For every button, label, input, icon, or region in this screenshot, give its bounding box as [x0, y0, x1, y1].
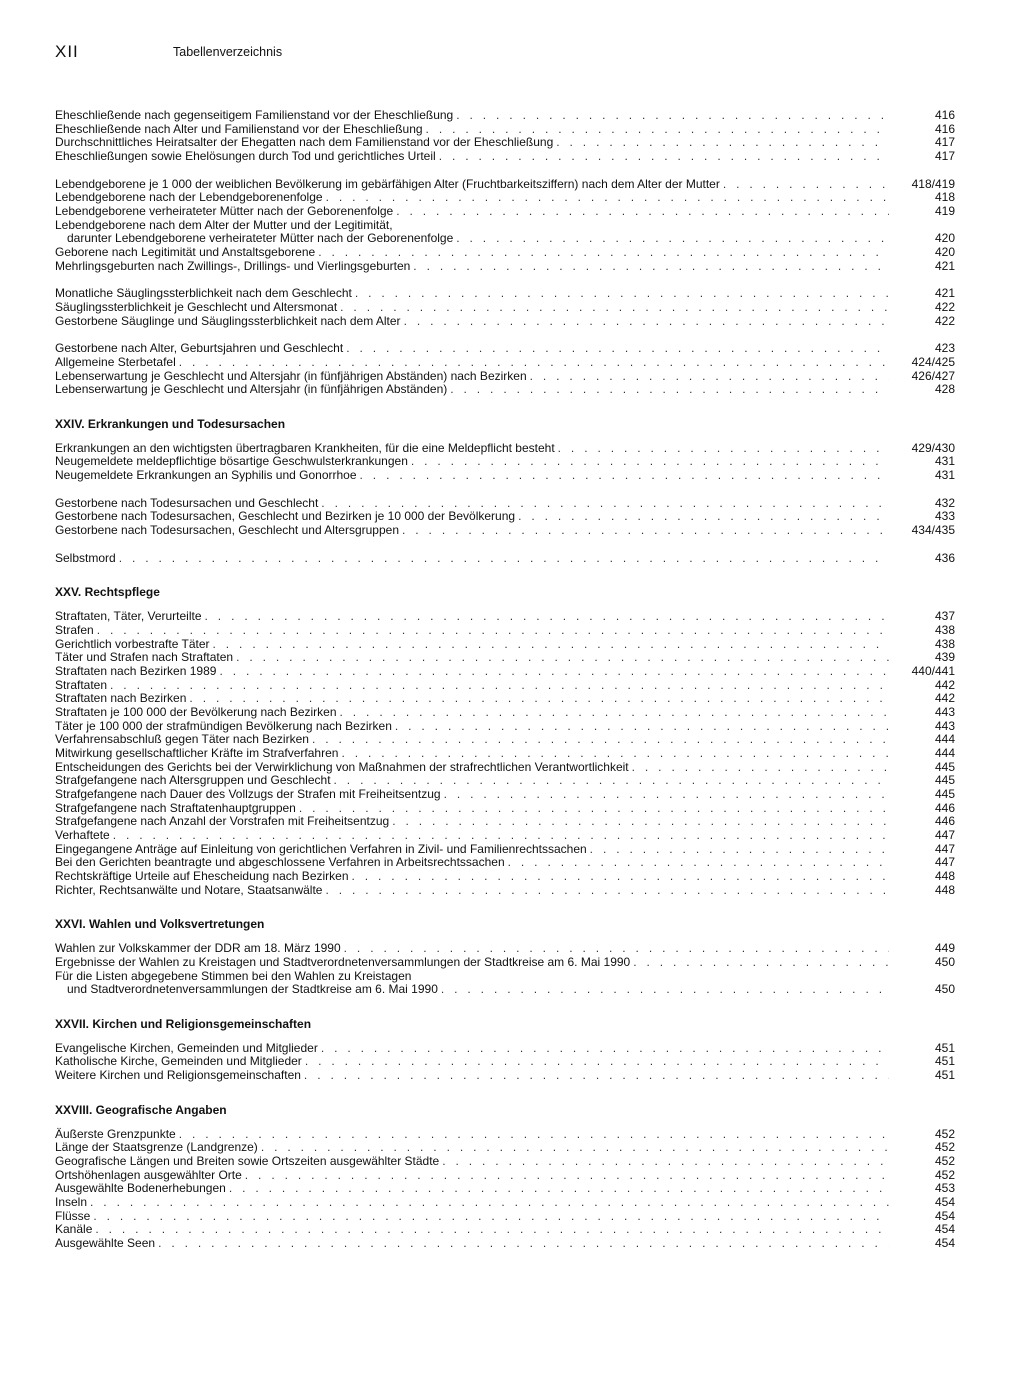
dot-leader — [90, 1196, 889, 1210]
entry-page-number: 442 — [934, 677, 955, 692]
entry-label: Täter je 100 000 der strafmündigen Bevölkerung nach Bezirken — [55, 718, 392, 733]
entry-page-number: 429/430 — [911, 440, 955, 455]
entry-label: Eheschließungen sowie Ehelösungen durch Tod und gerichtliches Urteil — [55, 148, 436, 163]
toc-entry — [55, 665, 955, 679]
entry-page-number: 438 — [934, 623, 955, 638]
toc-entry — [55, 442, 955, 456]
entry-label: Richter, Rechtsanwälte und Notare, Staatsanwälte — [55, 882, 323, 897]
entry-page-number: 422 — [934, 299, 955, 314]
dot-leader — [110, 679, 889, 693]
dot-leader — [334, 774, 889, 788]
entry-page-number: 420 — [934, 231, 955, 246]
entry-label: Eheschließende nach Alter und Familienstand vor der Eheschließung — [55, 121, 423, 136]
dot-leader — [326, 191, 889, 205]
toc-entry — [55, 205, 955, 219]
dot-leader — [556, 136, 889, 150]
entry-label: Täter und Strafen nach Straftaten — [55, 650, 234, 665]
toc-group — [55, 178, 955, 274]
entry-label: Geborene nach Legitimität und Anstaltsgeborene — [55, 244, 316, 259]
toc-entry — [55, 260, 955, 274]
entry-page-number: 449 — [934, 941, 955, 956]
toc-entry — [55, 287, 955, 301]
entry-label: Straftaten nach Bezirken — [55, 691, 187, 706]
toc-entry — [55, 1069, 955, 1083]
entry-page-number: 447 — [934, 827, 955, 842]
entry-page-number: 448 — [934, 882, 955, 897]
entry-label: Neugemeldete Erkrankungen an Syphilis und Gonorrhoe — [55, 468, 357, 483]
toc-entry — [55, 219, 955, 233]
toc-group — [55, 416, 955, 483]
section-title: XXVI. Wahlen und Volksvertretungen — [55, 917, 265, 932]
toc-entry — [55, 720, 955, 734]
entry-page-number: 454 — [934, 1222, 955, 1237]
entry-page-number: 452 — [934, 1140, 955, 1155]
entry-page-number: 436 — [934, 550, 955, 565]
toc-entry — [55, 856, 955, 870]
toc-group — [55, 287, 955, 328]
entry-label: Ergebnisse der Wahlen zu Kreistagen und Stadtverordnetenversammlungen der Stadtkreise am 6. Mai 1990 — [55, 954, 631, 969]
entry-label: Verhaftete — [55, 827, 110, 842]
entry-page-number: 432 — [934, 495, 955, 510]
toc-entry — [55, 1169, 955, 1183]
dot-leader — [113, 829, 889, 843]
toc-entry — [55, 552, 955, 566]
toc-entry — [55, 1237, 955, 1251]
entry-page-number: 445 — [934, 786, 955, 801]
entry-label: Strafgefangene nach Altersgruppen und Geschlecht — [55, 773, 331, 788]
entry-label: Allgemeine Sterbetafel — [55, 354, 176, 369]
toc-entry — [55, 1055, 955, 1069]
toc-entry — [55, 315, 955, 329]
toc-entry — [55, 761, 955, 775]
entry-page-number: 443 — [934, 705, 955, 719]
entry-page-number: 448 — [934, 868, 955, 883]
entry-label: Monatliche Säuglingssterblichkeit nach dem Geschlecht — [55, 286, 352, 301]
entry-label: Ausgewählte Bodenerhebungen — [55, 1181, 226, 1196]
entry-page-number: 444 — [934, 745, 955, 760]
dot-leader — [312, 733, 889, 747]
toc-entry — [55, 679, 955, 693]
toc-entry — [55, 802, 955, 816]
entry-page-number: 416 — [934, 108, 955, 122]
entry-label: Straftaten je 100 000 der Bevölkerung nach Bezirken — [55, 705, 337, 719]
dot-leader — [633, 956, 889, 970]
entry-page-number: 419 — [934, 203, 955, 218]
entry-label: Gestorbene Säuglinge und Säuglingssterblichkeit nach dem Alter — [55, 313, 401, 328]
dot-leader — [245, 1169, 889, 1183]
section-title: XXIV. Erkrankungen und Todesursachen — [55, 416, 286, 431]
entry-page-number: 451 — [934, 1040, 955, 1055]
entry-page-number: 418/419 — [911, 176, 955, 191]
entry-label: Straftaten, Täter, Verurteilte — [55, 609, 202, 624]
dot-leader — [299, 802, 889, 816]
entry-page-number: 452 — [934, 1154, 955, 1169]
dot-leader — [530, 370, 889, 384]
entry-page-number: 438 — [934, 636, 955, 651]
entry-label: Eingegangene Anträge auf Einleitung von gerichtlichen Verfahren in Zivil- und Familienrechtssachen — [55, 841, 587, 856]
entry-page-number: 422 — [934, 313, 955, 328]
toc-entry — [55, 150, 955, 164]
entry-label: Entscheidungen des Gerichts bei der Verwirklichung von Maßnahmen der strafrechtlichen Verantwortlichkeit — [55, 759, 629, 774]
entry-page-number: 421 — [934, 286, 955, 301]
dot-leader — [404, 315, 889, 329]
dot-leader — [395, 720, 889, 734]
entry-label: Säuglingssterblichkeit je Geschlecht und Altersmonat — [55, 299, 338, 314]
toc-entry — [55, 342, 955, 356]
entry-page-number: 450 — [934, 954, 955, 969]
entry-page-number: 447 — [934, 855, 955, 870]
entry-label: Kanäle — [55, 1222, 93, 1237]
entry-page-number: 426/427 — [911, 368, 955, 383]
toc-entry — [55, 370, 955, 384]
dot-leader — [346, 342, 889, 356]
toc-entry — [55, 136, 955, 150]
entry-page-number: 423 — [934, 341, 955, 356]
toc-entry — [55, 1042, 955, 1056]
toc-entry — [55, 774, 955, 788]
toc-group — [55, 497, 955, 538]
dot-leader — [456, 109, 889, 123]
dot-leader — [392, 815, 889, 829]
entry-label: Rechtskräftige Urteile auf Ehescheidung nach Bezirken — [55, 868, 349, 883]
dot-leader — [189, 692, 889, 706]
entry-page-number: 444 — [934, 732, 955, 747]
entry-page-number: 431 — [934, 468, 955, 483]
dot-leader — [158, 1237, 889, 1251]
entry-page-number: 443 — [934, 718, 955, 733]
entry-label: Neugemeldete meldepflichtige bösartige Geschwulsterkrankungen — [55, 454, 408, 469]
dot-leader — [456, 232, 889, 246]
toc-entry — [55, 843, 955, 857]
dot-leader — [518, 510, 889, 524]
dot-leader — [93, 1210, 889, 1224]
toc-group — [55, 342, 955, 397]
toc-entry — [55, 942, 955, 956]
toc-entry — [55, 692, 955, 706]
dot-leader — [321, 1042, 889, 1056]
entry-page-number: 440/441 — [911, 664, 955, 679]
entry-label: Lebenserwartung je Geschlecht und Altersjahr (in fünfjährigen Abständen) — [55, 382, 448, 397]
dot-leader — [340, 301, 889, 315]
entry-page-number: 445 — [934, 759, 955, 774]
entry-page-number: 451 — [934, 1054, 955, 1069]
toc-entry — [55, 1182, 955, 1196]
toc-entry — [55, 469, 955, 483]
dot-leader — [352, 870, 890, 884]
entry-page-number: 454 — [934, 1208, 955, 1223]
dot-leader — [179, 356, 889, 370]
entry-label: Durchschnittliches Heiratsalter der Ehegatten nach dem Familienstand vor der Eheschließung — [55, 135, 554, 150]
entry-page-number: 424/425 — [911, 354, 955, 369]
dot-leader — [321, 497, 889, 511]
toc-entry — [55, 870, 955, 884]
entry-label: Mitwirkung gesellschaftlicher Kräfte im Strafverfahren — [55, 745, 339, 760]
entry-label: Gestorbene nach Todesursachen und Geschlecht — [55, 495, 319, 510]
toc-entry — [55, 651, 955, 665]
toc-entry — [55, 747, 955, 761]
dot-leader — [97, 624, 889, 638]
entry-label: Lebendgeborene verheirateter Mütter nach der Geborenenfolge — [55, 203, 394, 218]
toc-entry — [55, 497, 955, 511]
entry-page-number: 452 — [934, 1167, 955, 1182]
dot-leader — [344, 942, 889, 956]
table-of-contents — [55, 109, 955, 1251]
entry-label: Ausgewählte Seen — [55, 1236, 156, 1251]
entry-label: Lebendgeborene nach dem Alter der Mutter und der Legitimität, — [55, 217, 393, 232]
toc-entry — [55, 1141, 955, 1155]
dot-leader — [355, 287, 889, 301]
dot-leader — [119, 552, 889, 566]
page-title: Tabellenverzeichnis — [173, 45, 283, 59]
dot-leader — [325, 884, 889, 898]
entry-label: Katholische Kirche, Gemeinden und Mitglieder — [55, 1054, 302, 1069]
section-title: XXV. Rechtspflege — [55, 585, 160, 600]
entry-page-number: 418 — [934, 190, 955, 205]
toc-entry — [55, 383, 955, 397]
dot-leader — [213, 638, 889, 652]
dot-leader — [558, 442, 889, 456]
toc-entry — [55, 510, 955, 524]
dot-leader — [411, 455, 889, 469]
dot-leader — [439, 150, 889, 164]
entry-label: Strafgefangene nach Straftatenhauptgruppen — [55, 800, 296, 815]
dot-leader — [340, 706, 889, 720]
toc-group — [55, 1102, 955, 1251]
toc-entry — [55, 638, 955, 652]
toc-entry — [55, 733, 955, 747]
entry-page-number: 445 — [934, 773, 955, 788]
dot-leader — [632, 761, 889, 775]
entry-label: Lebendgeborene je 1 000 der weiblichen Bevölkerung im gebärfähigen Alter (Fruchtbarkeitsziffern) nach dem Alter der Mutter — [55, 176, 720, 191]
dot-leader — [360, 469, 889, 483]
toc-entry — [55, 983, 955, 997]
dot-leader — [305, 1055, 889, 1069]
entry-label: Strafen — [55, 623, 94, 638]
entry-label: Äußerste Grenzpunkte — [55, 1126, 176, 1141]
entry-page-number: 433 — [934, 509, 955, 524]
entry-page-number: 453 — [934, 1181, 955, 1196]
entry-page-number: 450 — [934, 982, 955, 997]
toc-entry — [55, 956, 955, 970]
toc-entry — [55, 706, 955, 720]
toc-entry — [55, 610, 955, 624]
dot-leader — [442, 1155, 889, 1169]
dot-leader — [179, 1128, 889, 1142]
entry-page-number: 437 — [934, 609, 955, 624]
entry-label: Lebenserwartung je Geschlecht und Altersjahr (in fünfjährigen Abständen) nach Bezirken — [55, 368, 527, 383]
dot-leader — [444, 788, 889, 802]
toc-group — [55, 916, 955, 997]
entry-label: Strafgefangene nach Dauer des Vollzugs der Strafen mit Freiheitsentzug — [55, 786, 441, 801]
entry-label: Erkrankungen an den wichtigsten übertragbaren Krankheiten, für die eine Meldepflicht besteht — [55, 440, 555, 455]
entry-label: Mehrlingsgeburten nach Zwillings-, Drillings- und Vierlingsgeburten — [55, 258, 411, 273]
toc-entry — [55, 232, 955, 246]
entry-page-number: 439 — [934, 650, 955, 665]
entry-label: Evangelische Kirchen, Gemeinden und Mitglieder — [55, 1040, 318, 1055]
toc-entry — [55, 1196, 955, 1210]
entry-page-number: 417 — [934, 148, 955, 163]
entry-label: Für die Listen abgegebene Stimmen bei den Wahlen zu Kreistagen — [55, 968, 412, 983]
dot-leader — [261, 1141, 889, 1155]
dot-leader — [723, 178, 889, 192]
entry-page-number: 446 — [934, 814, 955, 829]
entry-page-number: 420 — [934, 244, 955, 259]
section-title: XXVII. Kirchen und Religionsgemeinschaften — [55, 1016, 312, 1031]
dot-leader — [413, 260, 889, 274]
entry-label: und Stadtverordnetenversammlungen der Stadtkreise am 6. Mai 1990 — [67, 982, 438, 997]
entry-page-number: 434/435 — [911, 523, 955, 538]
entry-page-number: 417 — [934, 135, 955, 150]
entry-label: Ortshöhenlagen ausgewählter Orte — [55, 1167, 242, 1182]
page-number: XII — [55, 42, 79, 61]
entry-label: Weitere Kirchen und Religionsgemeinschaften — [55, 1068, 301, 1083]
toc-entry — [55, 970, 955, 984]
entry-label: Straftaten — [55, 677, 108, 692]
entry-label: Flüsse — [55, 1208, 91, 1223]
toc-entry — [55, 1128, 955, 1142]
entry-label: Verfahrensabschluß gegen Täter nach Bezirken — [55, 732, 309, 747]
entry-label: Gerichtlich vorbestrafte Täter — [55, 636, 210, 651]
dot-leader — [229, 1182, 889, 1196]
entry-label: Eheschließende nach gegenseitigem Familienstand vor der Eheschließung — [55, 108, 454, 122]
toc-entry — [55, 1210, 955, 1224]
dot-leader — [205, 610, 889, 624]
toc-entry — [55, 109, 955, 123]
toc-entry — [55, 884, 955, 898]
section-title: XXVIII. Geografische Angaben — [55, 1102, 227, 1117]
entry-label: Gestorbene nach Todesursachen, Geschlecht und Altersgruppen — [55, 523, 400, 538]
dot-leader — [236, 651, 889, 665]
entry-page-number: 442 — [934, 691, 955, 706]
entry-label: Wahlen zur Volkskammer der DDR am 18. März 1990 — [55, 941, 341, 956]
dot-leader — [441, 983, 889, 997]
entry-page-number: 454 — [934, 1195, 955, 1210]
entry-page-number: 452 — [934, 1126, 955, 1141]
dot-leader — [95, 1223, 889, 1237]
entry-page-number: 447 — [934, 841, 955, 856]
dot-leader — [318, 246, 889, 260]
toc-entry — [55, 829, 955, 843]
toc-entry — [55, 788, 955, 802]
entry-label: Lebendgeborene nach der Lebendgeborenenfolge — [55, 190, 323, 205]
dot-leader — [402, 524, 889, 538]
entry-label: Geografische Längen und Breiten sowie Ortszeiten ausgewählter Städte — [55, 1154, 440, 1169]
entry-page-number: 446 — [934, 800, 955, 815]
entry-label: Gestorbene nach Alter, Geburtsjahren und Geschlecht — [55, 341, 344, 356]
toc-entry — [55, 1155, 955, 1169]
toc-group — [55, 109, 955, 164]
dot-leader — [426, 123, 889, 137]
toc-entry — [55, 356, 955, 370]
toc-group — [55, 1016, 955, 1083]
entry-label: darunter Lebendgeborene verheirateter Mütter nach der Geborenenfolge — [67, 231, 454, 246]
entry-label: Länge der Staatsgrenze (Landgrenze) — [55, 1140, 258, 1155]
entry-page-number: 421 — [934, 258, 955, 273]
entry-label: Strafgefangene nach Anzahl der Vorstrafen mit Freiheitsentzug — [55, 814, 390, 829]
toc-group — [55, 584, 955, 897]
entry-page-number: 431 — [934, 454, 955, 469]
entry-page-number: 451 — [934, 1068, 955, 1083]
dot-leader — [590, 843, 889, 857]
toc-group — [55, 552, 955, 566]
entry-page-number: 428 — [934, 382, 955, 397]
toc-entry — [55, 455, 955, 469]
toc-entry — [55, 524, 955, 538]
entry-page-number: 416 — [934, 121, 955, 136]
toc-entry — [55, 178, 955, 192]
toc-entry — [55, 123, 955, 137]
toc-entry — [55, 191, 955, 205]
entry-page-number: 454 — [934, 1236, 955, 1251]
dot-leader — [304, 1069, 889, 1083]
toc-entry — [55, 815, 955, 829]
dot-leader — [219, 665, 889, 679]
dot-leader — [450, 383, 889, 397]
entry-label: Bei den Gerichten beantragte und abgeschlossene Verfahren in Arbeitsrechtssachen — [55, 855, 505, 870]
toc-entry — [55, 1223, 955, 1237]
entry-label: Gestorbene nach Todesursachen, Geschlecht und Bezirken je 10 000 der Bevölkerung — [55, 509, 516, 524]
entry-label: Straftaten nach Bezirken 1989 — [55, 664, 217, 679]
entry-label: Selbstmord — [55, 550, 116, 565]
toc-entry — [55, 301, 955, 315]
toc-entry — [55, 624, 955, 638]
dot-leader — [396, 205, 889, 219]
dot-leader — [341, 747, 889, 761]
toc-entry — [55, 246, 955, 260]
entry-label: Inseln — [55, 1195, 88, 1210]
dot-leader — [508, 856, 889, 870]
